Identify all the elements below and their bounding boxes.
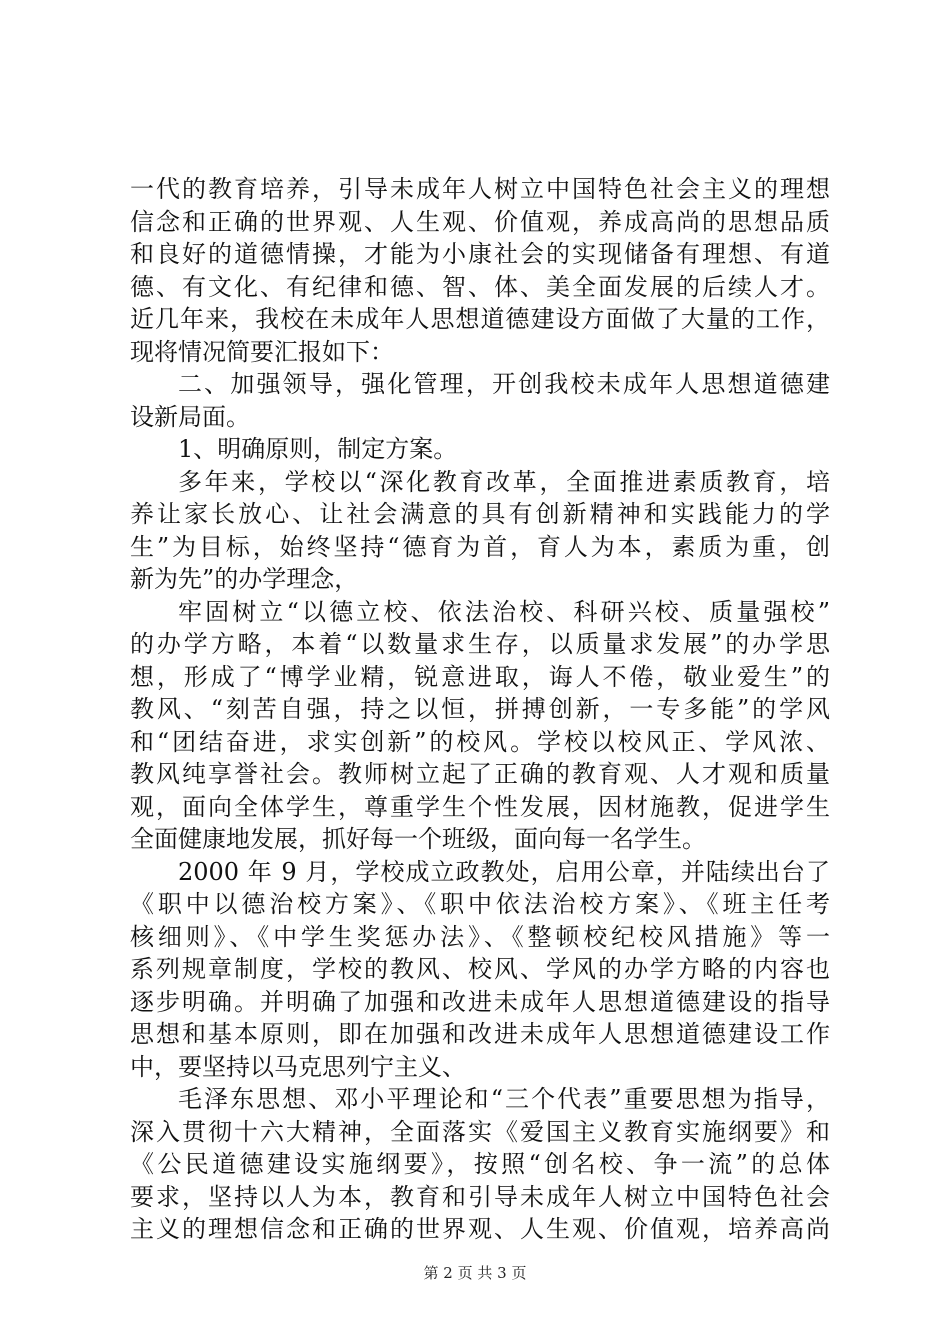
text-line: 和“团结奋进，求实创新”的校风。学校以校风正、学风浓、 — [130, 727, 830, 756]
text-line: 深入贯彻十六大精神，全面落实《爱国主义教育实施纲要》和 — [130, 1117, 830, 1146]
text-line: 观，面向全体学生，尊重学生个性发展，因材施教，促进学生 — [130, 792, 830, 821]
document-body — [130, 173, 830, 1246]
text-line: 中，要坚持以马克思列宁主义、 — [130, 1052, 466, 1081]
text-line: 《职中以德治校方案》、《职中依法治校方案》、《班主任考 — [130, 890, 830, 918]
text-line: 逐步明确。并明确了加强和改进未成年人思想道德建设的指导 — [130, 987, 830, 1016]
text-line: 毛泽东思想、邓小平理论和“三个代表”重要思想为指导， — [178, 1085, 830, 1113]
text-line: 想，形成了“博学业精，锐意进取，诲人不倦，敬业爱生”的 — [130, 662, 830, 691]
text-line: 系列规章制度，学校的教风、校风、学风的办学方略的内容也 — [130, 955, 830, 983]
text-line: 牢固树立“以德立校、依法治校、科研兴校、质量强校” — [178, 597, 830, 626]
text-line: 现将情况简要汇报如下： — [130, 337, 394, 366]
text-line: 养让家长放心、让社会满意的具有创新精神和实践能力的学 — [130, 500, 830, 528]
text-line: 多年来，学校以“深化教育改革，全面推进素质教育，培 — [178, 467, 830, 496]
text-line: 主义的理想信念和正确的世界观、人生观、价值观，培养高尚 — [130, 1215, 830, 1243]
text-line: 核细则》、《中学生奖惩办法》、《整顿校纪校风措施》等一 — [130, 922, 830, 951]
text-line: 要求，坚持以人为本，教育和引导未成年人树立中国特色社会 — [130, 1182, 830, 1211]
text-line: 教风、“刻苦自强，持之以恒，拼搏创新，一专多能”的学风 — [130, 695, 830, 723]
subsection-heading: 1、明确原则，制定方案。 — [178, 435, 458, 463]
text-line: 全面健康地发展，抓好每一个班级，面向每一名学生。 — [130, 825, 706, 853]
text-line: 思想和基本原则，即在加强和改进未成年人思想道德建设工作 — [130, 1020, 830, 1048]
text-line: 和良好的道德情操，才能为小康社会的实现储备有理想、有道 — [130, 240, 830, 268]
text-line: 教风纯享誉社会。教师树立起了正确的教育观、人才观和质量 — [130, 760, 830, 788]
text-line: 生”为目标，始终坚持“德育为首，育人为本，素质为重，创 — [130, 532, 830, 561]
section-heading-cont: 设新局面。 — [130, 402, 250, 431]
text-line: 2000 年 9 月，学校成立政教处，启用公章，并陆续出台了 — [178, 857, 830, 886]
text-line: 信念和正确的世界观、人生观、价值观，养成高尚的思想品质 — [130, 207, 830, 236]
page-number-footer: 第 2 页 共 3 页 — [423, 1264, 527, 1282]
text-line: 《公民道德建设实施纲要》，按照“创名校、争一流”的总体 — [130, 1150, 830, 1178]
text-line: 一代的教育培养，引导未成年人树立中国特色社会主义的理想 — [130, 175, 830, 203]
text-line: 的办学方略，本着“以数量求生存，以质量求发展”的办学思 — [130, 630, 830, 658]
text-line: 近几年来，我校在未成年人思想道德建设方面做了大量的工作， — [130, 305, 830, 333]
text-line: 德、有文化、有纪律和德、智、体、美全面发展的后续人才。 — [130, 272, 830, 301]
section-heading: 二、加强领导，强化管理，开创我校未成年人思想道德建 — [178, 370, 830, 398]
text-line: 新为先”的办学理念， — [130, 565, 359, 593]
